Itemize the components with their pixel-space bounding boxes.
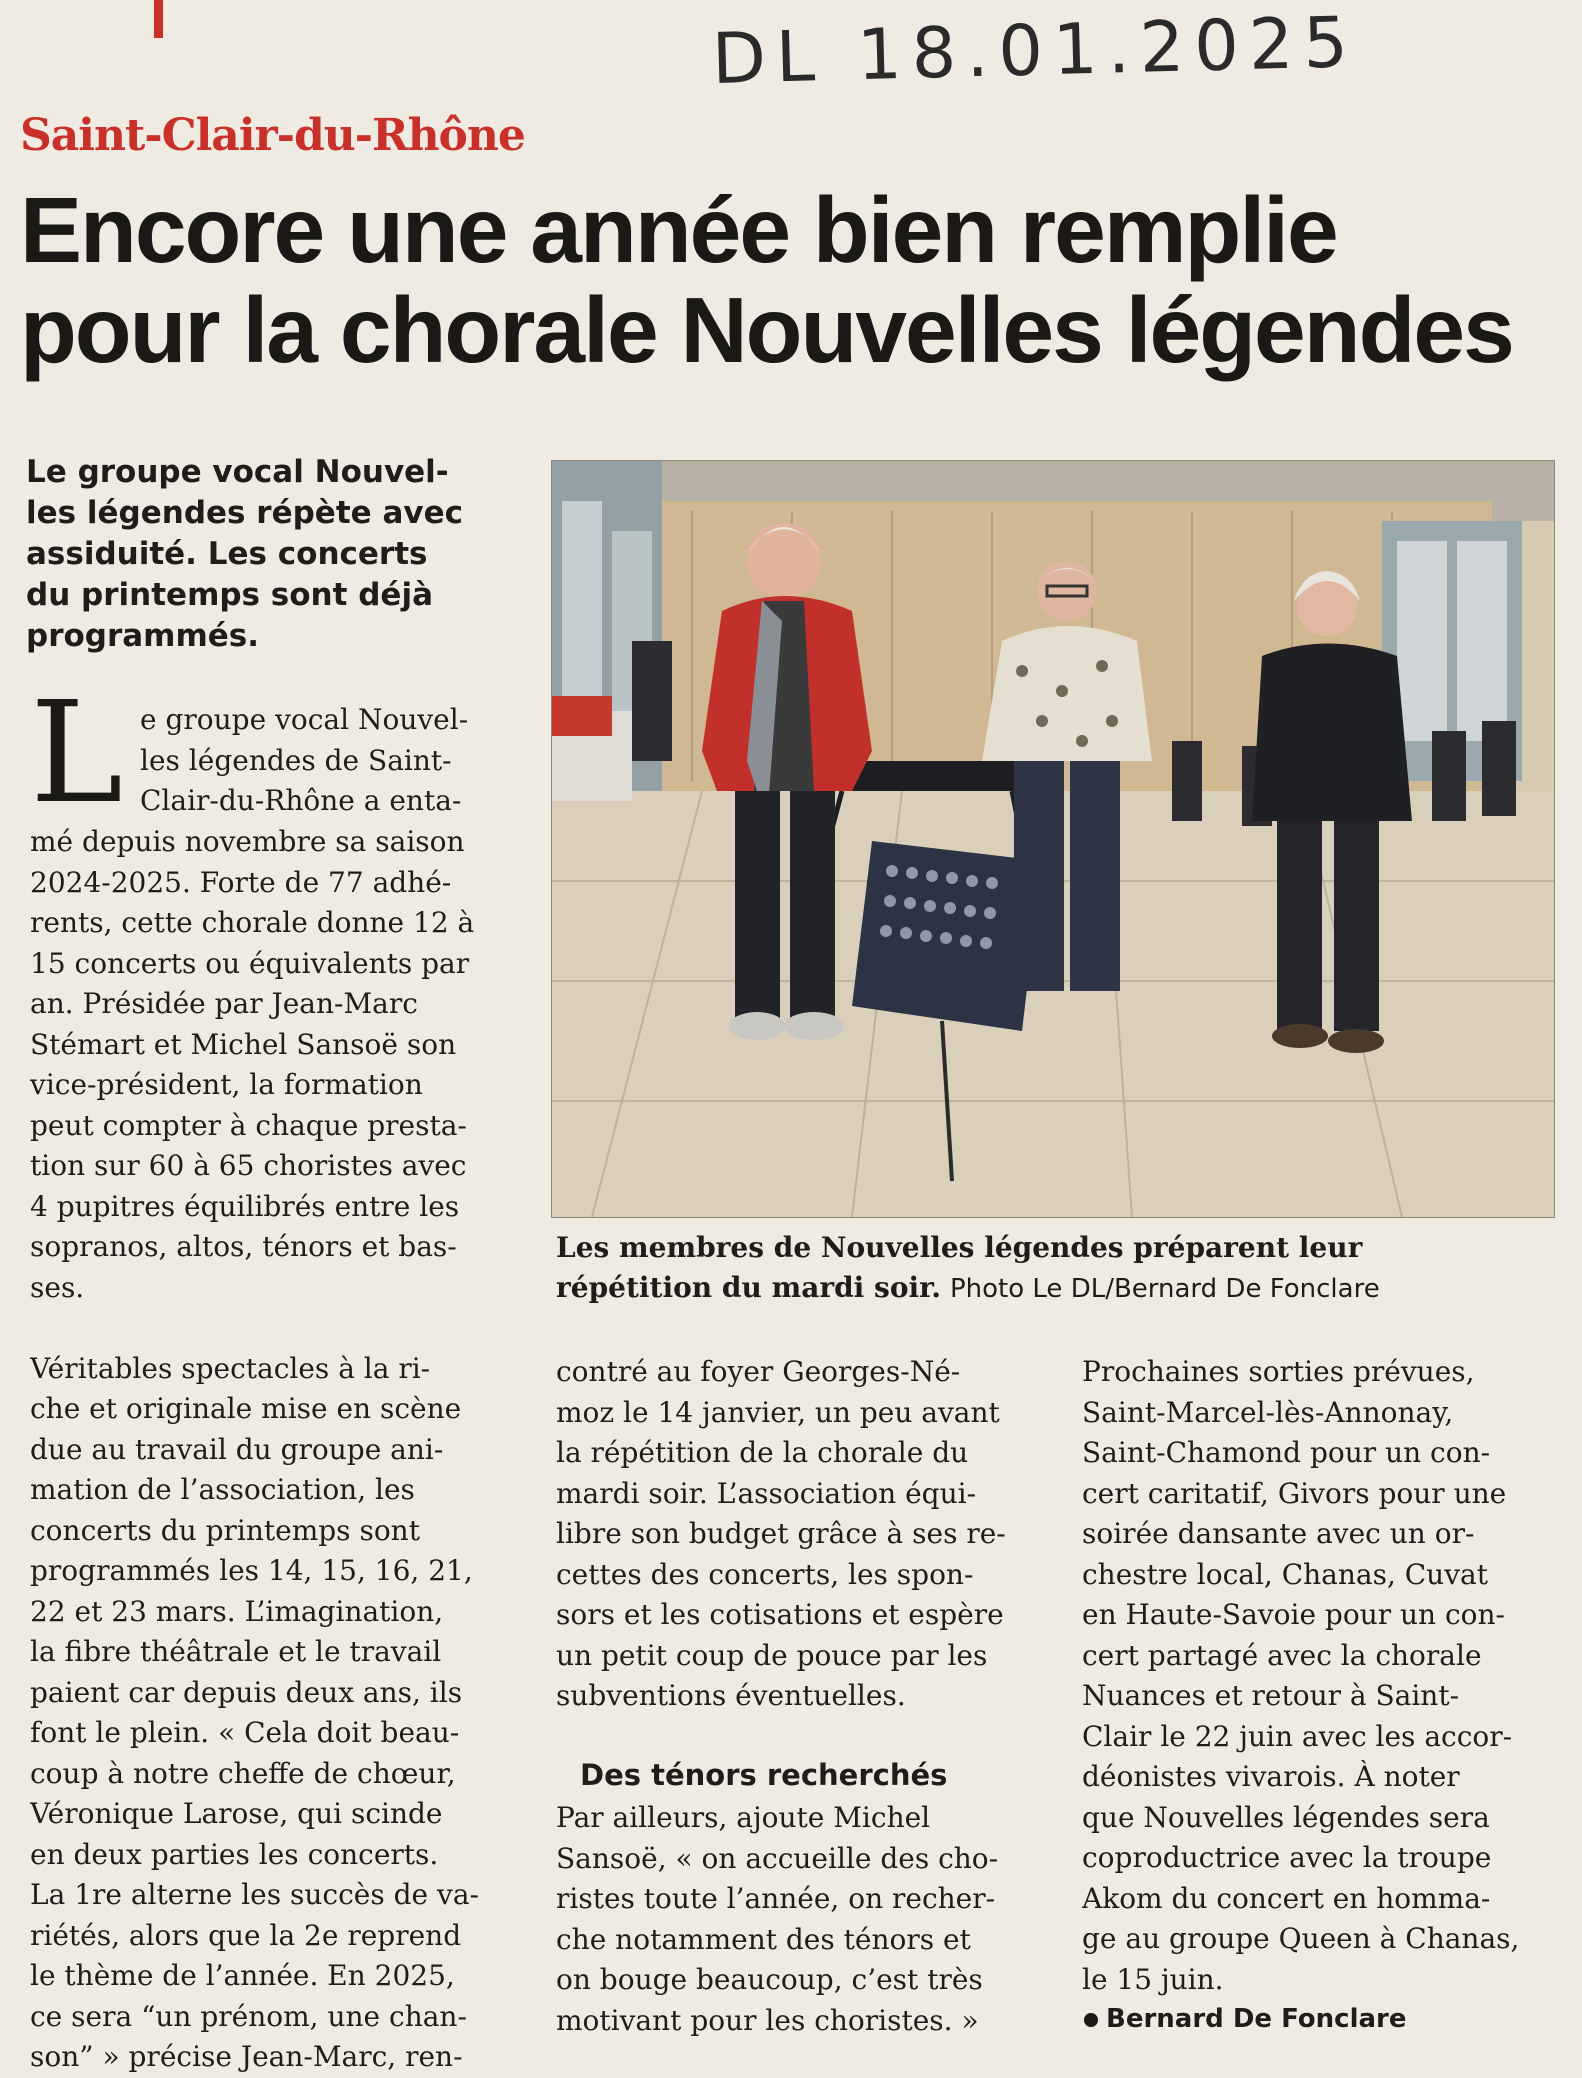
- text-line: Clair-du-Rhône a enta-: [140, 784, 462, 817]
- text-line: chestre local, Chanas, Cuvat: [1082, 1557, 1488, 1591]
- text-line: peut compter à chaque presta-: [30, 1108, 467, 1142]
- text-line: 15 concerts ou équivalents par: [30, 946, 470, 980]
- text-line: Véritables spectacles à la ri-: [30, 1351, 431, 1385]
- text-line: Saint-Marcel-lès-Annonay,: [1082, 1395, 1454, 1429]
- author-name: Bernard De Fonclare: [1106, 2004, 1407, 2034]
- text-line: Sansoë, « on accueille des cho-: [556, 1841, 999, 1875]
- text-line: Nuances et retour à Saint-: [1082, 1679, 1460, 1712]
- author-signature: [1084, 2004, 1407, 2034]
- text-line: mation de l’association, les: [30, 1473, 415, 1506]
- text-line: libre son budget grâce à ses re-: [556, 1517, 1006, 1550]
- lead-line: les légendes répète avec: [26, 495, 463, 531]
- text-line: sopranos, altos, ténors et bas-: [30, 1230, 457, 1263]
- text-line: programmés les 14, 15, 16, 21,: [30, 1554, 473, 1587]
- red-margin-mark: [154, 0, 163, 38]
- text-line: 22 et 23 mars. L’imagination,: [30, 1594, 444, 1628]
- text-line: moz le 14 janvier, un peu avant: [556, 1395, 1000, 1429]
- text-line: cert partagé avec la chorale: [1082, 1638, 1482, 1672]
- text-line: due au travail du groupe ani-: [30, 1432, 444, 1466]
- text-line: rents, cette chorale donne 12 à: [30, 906, 475, 939]
- text-line: un petit coup de pouce par les: [556, 1638, 988, 1672]
- text-line: che et originale mise en scène: [30, 1392, 462, 1425]
- text-line: concerts du printemps sont: [30, 1513, 420, 1547]
- text-line: la répétition de la chorale du: [556, 1436, 969, 1469]
- text-line: Stémart et Michel Sansoë son: [30, 1027, 457, 1061]
- dropcap: L: [30, 672, 123, 835]
- text-line: le 15 juin.: [1082, 1962, 1224, 1996]
- column-1: [30, 822, 530, 2078]
- bullet-icon: [1084, 2013, 1098, 2027]
- text-line: ristes toute l’année, on recher-: [556, 1882, 996, 1915]
- headline: [20, 180, 1570, 380]
- text-line: paient car depuis deux ans, ils: [30, 1675, 463, 1709]
- text-line: e groupe vocal Nouvel-: [140, 703, 469, 736]
- photo-caption: [556, 1228, 1566, 1309]
- text-line: soirée dansante avec un or-: [1082, 1517, 1475, 1550]
- text-line: che notamment des ténors et: [556, 1922, 971, 1956]
- column-1-intro: [140, 700, 520, 822]
- text-line: Véronique Larose, qui scinde: [30, 1797, 443, 1830]
- text-line: font le plein. « Cela doit beau-: [30, 1716, 460, 1749]
- text-line: contré au foyer Georges-Né-: [556, 1355, 961, 1388]
- text-line: mardi soir. L’association équi-: [556, 1476, 977, 1510]
- text-line: coproductrice avec la troupe: [1082, 1841, 1492, 1874]
- column-2-part-2: [556, 1798, 1046, 2041]
- text-line: [30, 1308, 530, 1349]
- text-line: Par ailleurs, ajoute Michel: [556, 1801, 931, 1834]
- text-line: Prochaines sorties prévues,: [1082, 1355, 1475, 1388]
- text-line: motivant pour les choristes. »: [556, 2003, 979, 2037]
- caption-line-1: Les membres de Nouvelles légendes préparent leur: [556, 1231, 1363, 1264]
- lead-line: Le groupe vocal Nouvel-: [26, 454, 449, 490]
- text-line: La 1re alterne les succès de va-: [30, 1878, 479, 1911]
- kicker-location: Saint-Clair-du-Rhône: [20, 110, 525, 161]
- headline-line-2: pour la chorale Nouvelles légendes: [20, 278, 1513, 382]
- text-line: 4 pupitres équilibrés entre les: [30, 1189, 460, 1223]
- text-line: Saint-Chamond pour un con-: [1082, 1436, 1491, 1469]
- text-line: ses.: [30, 1270, 85, 1304]
- text-line: la fibre théâtrale et le travail: [30, 1635, 442, 1668]
- text-line: subventions éventuelles.: [556, 1679, 906, 1712]
- headline-line-1: Encore une année bien remplie: [20, 178, 1337, 282]
- text-line: on bouge beaucoup, c’est très: [556, 1963, 983, 1996]
- text-line: riétés, alors que la 2e reprend: [30, 1918, 462, 1952]
- text-line: que Nouvelles légendes sera: [1082, 1800, 1490, 1834]
- text-line: Clair le 22 juin avec les accor-: [1082, 1719, 1513, 1753]
- text-line: tion sur 60 à 65 choristes avec: [30, 1149, 467, 1182]
- text-line: ge au groupe Queen à Chanas,: [1082, 1922, 1520, 1955]
- lead-line: assiduité. Les concerts: [26, 536, 428, 572]
- text-line: an. Présidée par Jean-Marc: [30, 987, 418, 1020]
- photo-illustration: [552, 461, 1554, 1217]
- handwritten-date-note: DL 18.01.2025: [710, 1, 1359, 100]
- lead-paragraph: [26, 452, 516, 657]
- text-line: vice-président, la formation: [30, 1068, 423, 1101]
- text-line: mé depuis novembre sa saison: [30, 825, 465, 858]
- text-line: son” » précise Jean-Marc, ren-: [30, 2040, 463, 2073]
- text-line: 2024-2025. Forte de 77 adhé-: [30, 865, 452, 899]
- lead-line: du printemps sont déjà: [26, 577, 433, 613]
- text-line: coup à notre cheffe de chœur,: [30, 1756, 456, 1790]
- column-3: [1082, 1352, 1572, 2000]
- text-line: en Haute-Savoie pour un con-: [1082, 1598, 1506, 1631]
- caption-line-2: répétition du mardi soir.: [556, 1271, 942, 1304]
- text-line: sors et les cotisations et espère: [556, 1598, 1004, 1631]
- lead-line: programmés.: [26, 618, 260, 654]
- text-line: en deux parties les concerts.: [30, 1837, 439, 1871]
- photo-credit: Photo Le DL/Bernard De Fonclare: [949, 1274, 1380, 1304]
- column-2-part-1: [556, 1352, 1046, 1717]
- text-line: ce sera “un prénom, une chan-: [30, 1999, 467, 2033]
- text-line: le thème de l’année. En 2025,: [30, 1959, 455, 1992]
- subheading: Des ténors recherchés: [580, 1758, 948, 1792]
- chorale-members-photo: [551, 460, 1555, 1218]
- text-line: cettes des concerts, les spon-: [556, 1557, 974, 1591]
- text-line: les légendes de Saint-: [140, 743, 452, 777]
- text-line: Akom du concert en homma-: [1082, 1881, 1491, 1915]
- text-line: cert caritatif, Givors pour une: [1082, 1476, 1507, 1510]
- text-line: déonistes vivarois. À noter: [1082, 1760, 1460, 1793]
